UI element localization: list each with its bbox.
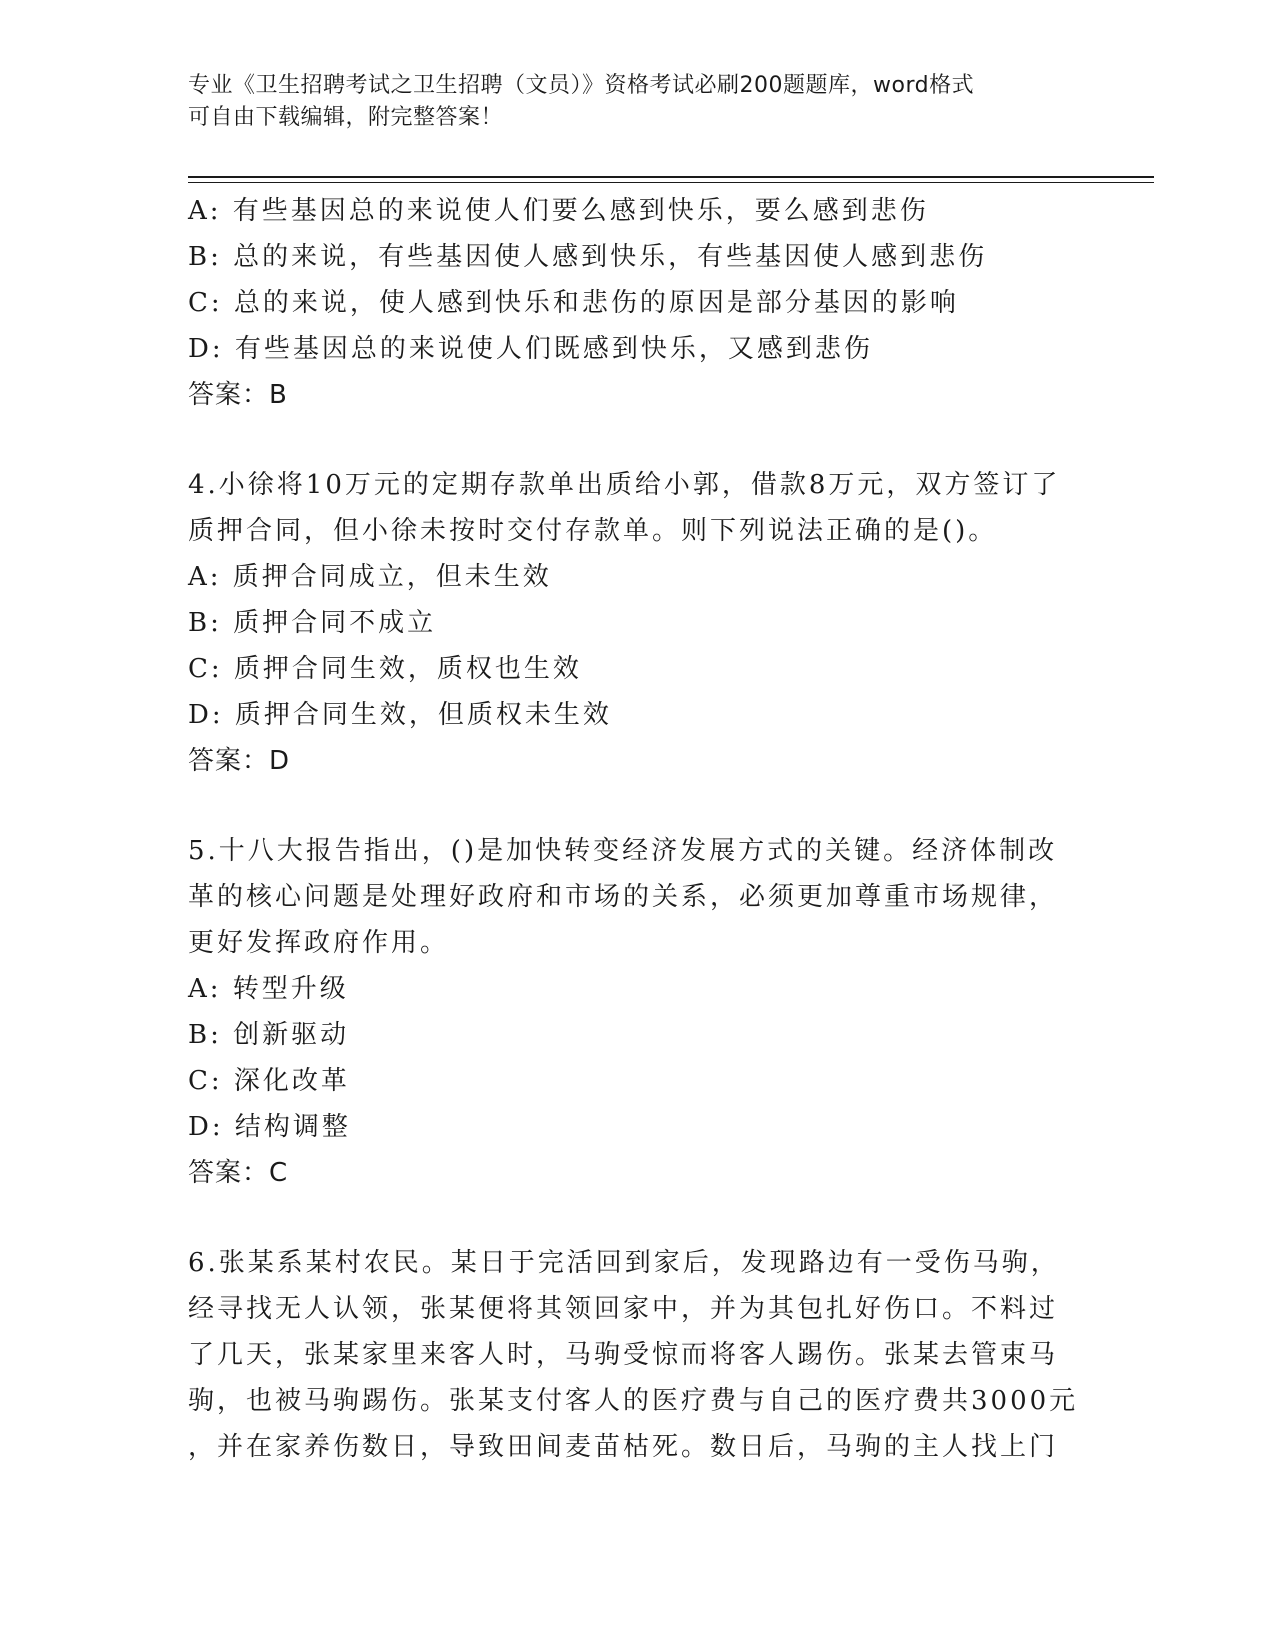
option-d: D: 质押合同生效，但质权未生效 [188,700,612,730]
option-d: D: 结构调整 [188,1112,351,1142]
option-b: B: 总的来说，有些基因使人感到快乐，有些基因使人感到悲伤 [188,242,988,272]
question-text-line: 了几天，张某家里来客人时，马驹受惊而将客人踢伤。张某去管束马 [188,1340,1059,1370]
option-c: C: 质押合同生效，质权也生效 [188,654,582,684]
spacer [188,1196,1088,1240]
option-a: A: 转型升级 [188,974,349,1004]
answer: 答案：D [188,746,291,776]
header-title-line-2: 可自由下载编辑，附完整答案！ [188,105,504,130]
option-a: A: 有些基因总的来说使人们要么感到快乐，要么感到悲伤 [188,196,929,226]
option-c: C: 总的来说，使人感到快乐和悲伤的原因是部分基因的影响 [188,288,959,318]
header-divider-thick [188,176,1154,178]
option-c: C: 深化改革 [188,1066,350,1096]
question-text-line: 更好发挥政府作用。 [188,928,450,958]
header-divider-thin [188,182,1154,183]
answer: 答案：B [188,380,288,410]
question-text-line: 6.张某系某村农民。某日于完活回到家后，发现路边有一受伤马驹， [188,1248,1060,1278]
question-3 [188,188,1088,418]
document-header [188,70,1068,134]
option-d: D: 有些基因总的来说使人们既感到快乐，又感到悲伤 [188,334,873,364]
spacer [188,418,1088,462]
question-text-line: 经寻找无人认领，张某便将其领回家中，并为其包扎好伤口。不料过 [188,1294,1059,1324]
question-text-line: 革的核心问题是处理好政府和市场的关系，必须更加尊重市场规律， [188,882,1059,912]
question-text-line: ，并在家养伤数日，导致田间麦苗枯死。数日后，马驹的主人找上门 [188,1432,1059,1462]
question-content [188,188,1088,1470]
spacer [188,784,1088,828]
header-title-line-1: 专业《卫生招聘考试之卫生招聘（文员）》资格考试必刷200题题库，word格式 [188,73,975,98]
question-text-line: 4.小徐将10万元的定期存款单出质给小郭，借款8万元，双方签订了 [188,470,1061,500]
question-6 [188,1240,1088,1470]
option-b: B: 创新驱动 [188,1020,350,1050]
question-5 [188,828,1088,1196]
question-text-line: 质押合同，但小徐未按时交付存款单。则下列说法正确的是()。 [188,516,998,546]
option-a: A: 质押合同成立，但未生效 [188,562,552,592]
question-4 [188,462,1088,784]
question-text-line: 5.十八大报告指出，()是加快转变经济发展方式的关键。经济体制改 [188,836,1058,866]
question-text-line: 驹，也被马驹踢伤。张某支付客人的医疗费与自己的医疗费共3000元 [188,1386,1079,1416]
answer: 答案：C [188,1158,289,1188]
option-b: B: 质押合同不成立 [188,608,437,638]
